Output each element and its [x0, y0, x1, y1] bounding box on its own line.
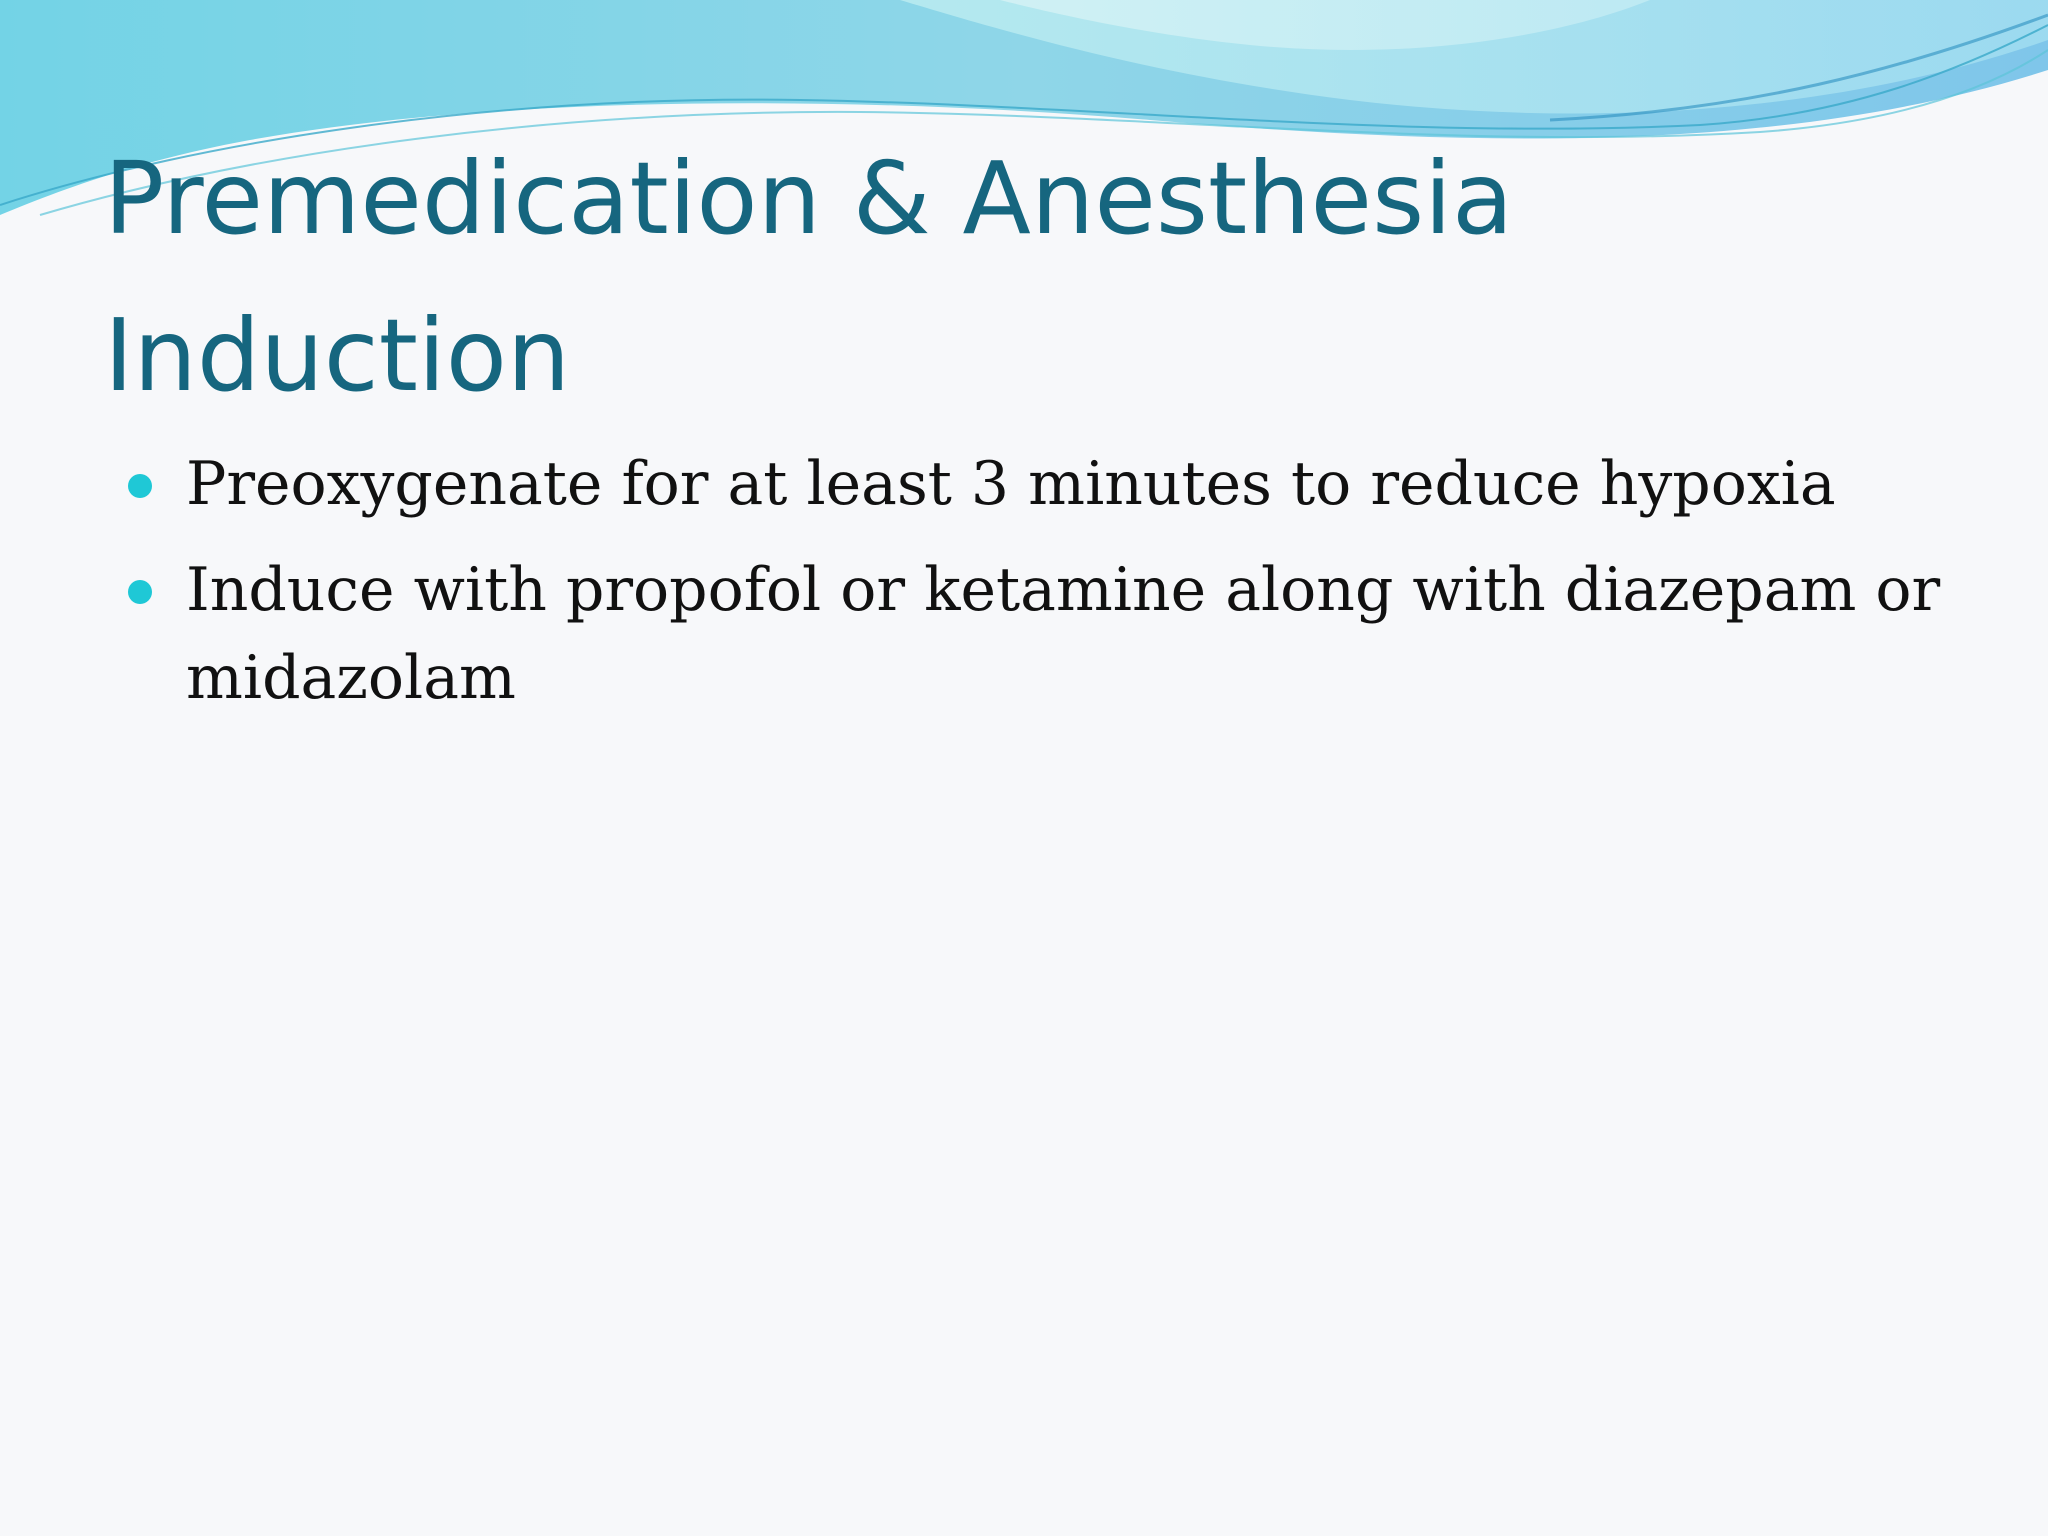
- bullet-list: [128, 440, 1948, 740]
- bullet-text: Induce with propofol or ketamine along with diazepam or midazolam: [186, 555, 1941, 713]
- circle-bullet-icon: [128, 580, 152, 604]
- slide-title: Premedication & Anesthesia Induction: [104, 140, 1514, 414]
- circle-bullet-icon: [128, 474, 152, 498]
- bullet-text: Preoxygenate for at least 3 minutes to reduce hypoxia: [186, 449, 1836, 519]
- bullet-item: [128, 546, 1948, 722]
- bullet-item: [128, 440, 1948, 528]
